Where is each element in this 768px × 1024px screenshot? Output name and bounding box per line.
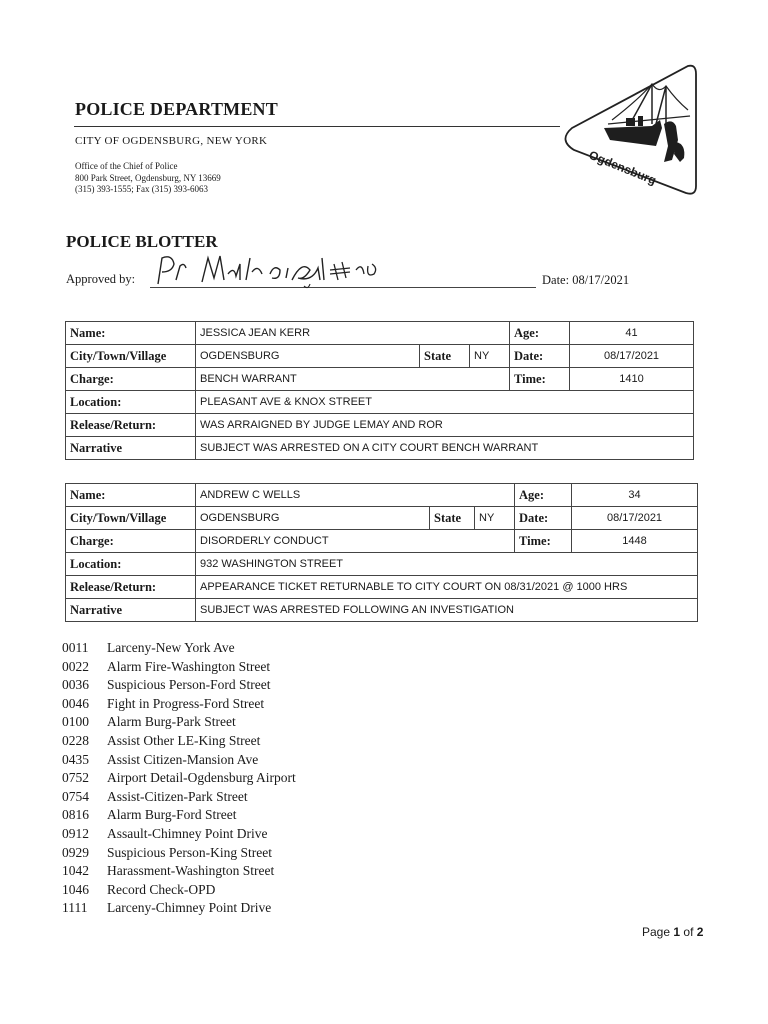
handwritten-signature xyxy=(154,250,384,292)
call-description: Larceny-New York Ave xyxy=(107,640,235,655)
time-value: 1410 xyxy=(570,368,694,391)
time-label: Time: xyxy=(515,530,572,553)
approved-by-label: Approved by: xyxy=(66,272,136,286)
call-time: 0912 xyxy=(62,825,89,841)
list-item xyxy=(62,788,296,807)
call-description: Larceny-Chimney Point Drive xyxy=(107,900,272,916)
arrest-record xyxy=(65,321,694,460)
call-time: 1042 xyxy=(62,863,89,879)
location-value: PLEASANT AVE & KNOX STREET xyxy=(196,391,694,414)
name-label: Name: xyxy=(66,322,196,345)
call-description: Alarm Fire-Washington Street xyxy=(107,658,271,674)
call-description: Suspicious Person-Ford Street xyxy=(107,677,271,693)
date-label: Date: xyxy=(510,345,570,368)
charge-value: DISORDERLY CONDUCT xyxy=(196,530,515,553)
call-description: Harassment-Washington Street xyxy=(107,863,275,879)
office-line: (315) 393-1555; Fax (315) 393-6063 xyxy=(75,184,208,194)
age-value: 34 xyxy=(572,484,698,507)
call-description: Record Check-OPD xyxy=(107,881,216,897)
release-value: WAS ARRAIGNED BY JUDGE LEMAY AND ROR xyxy=(196,414,694,437)
list-item xyxy=(62,713,296,732)
office-line: 800 Park Street, Ogdensburg, NY 13669 xyxy=(75,172,221,183)
list-item xyxy=(62,639,296,658)
list-item xyxy=(62,844,296,863)
list-item xyxy=(62,695,296,714)
list-item xyxy=(62,732,296,751)
release-label: Release/Return: xyxy=(66,576,196,599)
call-description: Assist-Citizen-Park Street xyxy=(107,788,248,804)
call-time: 0036 xyxy=(62,677,89,693)
list-item xyxy=(62,899,296,918)
call-time: 0929 xyxy=(62,844,89,860)
call-description: Alarm Burg-Ford Street xyxy=(107,807,237,823)
state-value: NY xyxy=(470,345,510,368)
city-label: City/Town/Village xyxy=(66,345,196,368)
call-time: 1046 xyxy=(62,881,89,897)
page-word: Page xyxy=(642,925,671,939)
call-time: 0228 xyxy=(62,732,89,748)
call-description: Assist Citizen-Mansion Ave xyxy=(107,751,259,767)
department-city: CITY OF OGDENSBURG, NEW YORK xyxy=(75,135,268,147)
narrative-value: SUBJECT WAS ARRESTED FOLLOWING AN INVESTIGATION xyxy=(196,599,698,622)
name-label: Name: xyxy=(66,484,196,507)
age-label: Age: xyxy=(510,322,570,345)
list-item xyxy=(62,658,296,677)
page-total: 2 xyxy=(696,925,704,939)
time-label: Time: xyxy=(510,368,570,391)
state-label: State xyxy=(430,507,475,530)
call-description: Assault-Chimney Point Drive xyxy=(107,825,268,841)
narrative-label: Narrative xyxy=(66,437,196,460)
date-label: Date: xyxy=(515,507,572,530)
time-value: 1448 xyxy=(572,530,698,553)
age-label: Age: xyxy=(515,484,572,507)
release-label: Release/Return: xyxy=(66,414,196,437)
name-value: JESSICA JEAN KERR xyxy=(196,322,510,345)
date-value: 08/17/2021 xyxy=(572,507,698,530)
age-value: 41 xyxy=(570,322,694,345)
office-address xyxy=(75,161,221,196)
narrative-label: Narrative xyxy=(66,599,196,622)
list-item xyxy=(62,676,296,695)
office-line: Office of the Chief of Police xyxy=(75,161,178,171)
call-time: 0100 xyxy=(62,714,89,730)
charge-label: Charge: xyxy=(66,368,196,391)
location-label: Location: xyxy=(66,391,196,414)
release-value: APPEARANCE TICKET RETURNABLE TO CITY COURT ON 08/31/2021 @ 1000 HRS xyxy=(196,576,698,599)
header-rule xyxy=(74,126,560,127)
list-item xyxy=(62,751,296,770)
page-of: of xyxy=(683,925,694,939)
call-time: 0022 xyxy=(62,658,89,674)
call-time: 0754 xyxy=(62,788,89,804)
department-title: POLICE DEPARTMENT xyxy=(75,99,278,119)
location-label: Location: xyxy=(66,553,196,576)
call-description: Assist Other LE-King Street xyxy=(107,732,261,748)
city-value: OGDENSBURG xyxy=(196,345,420,368)
logo-text: Ogdensburg xyxy=(586,147,659,188)
call-time: 0046 xyxy=(62,695,89,711)
call-description: Suspicious Person-King Street xyxy=(107,844,272,860)
name-value: ANDREW C WELLS xyxy=(196,484,515,507)
list-item xyxy=(62,769,296,788)
list-item xyxy=(62,806,296,825)
date-value: 08/17/2021 xyxy=(570,345,694,368)
city-value: OGDENSBURG xyxy=(196,507,430,530)
call-time: 0816 xyxy=(62,807,89,823)
blotter-date: Date: 08/17/2021 xyxy=(542,273,630,287)
narrative-value: SUBJECT WAS ARRESTED ON A CITY COURT BENCH WARRANT xyxy=(196,437,694,460)
page-current: 1 xyxy=(673,925,681,939)
call-description: Alarm Burg-Park Street xyxy=(107,714,236,730)
state-label: State xyxy=(420,345,470,368)
location-value: 932 WASHINGTON STREET xyxy=(196,553,698,576)
call-time: 0752 xyxy=(62,770,89,786)
ogdensburg-bridge-logo xyxy=(560,62,702,202)
call-time: 1111 xyxy=(62,900,88,916)
call-time: 0435 xyxy=(62,751,89,767)
blotter-title: POLICE BLOTTER xyxy=(66,232,218,251)
call-description: Airport Detail-Ogdensburg Airport xyxy=(107,770,296,786)
charge-value: BENCH WARRANT xyxy=(196,368,510,391)
call-time: 0011 xyxy=(62,640,89,655)
charge-label: Charge: xyxy=(66,530,196,553)
arrest-record xyxy=(65,483,698,622)
state-value: NY xyxy=(475,507,515,530)
list-item xyxy=(62,881,296,900)
page-number xyxy=(642,925,703,939)
call-description: Fight in Progress-Ford Street xyxy=(107,695,265,711)
list-item xyxy=(62,862,296,881)
calls-for-service-list xyxy=(62,639,296,918)
list-item xyxy=(62,825,296,844)
city-label: City/Town/Village xyxy=(66,507,196,530)
